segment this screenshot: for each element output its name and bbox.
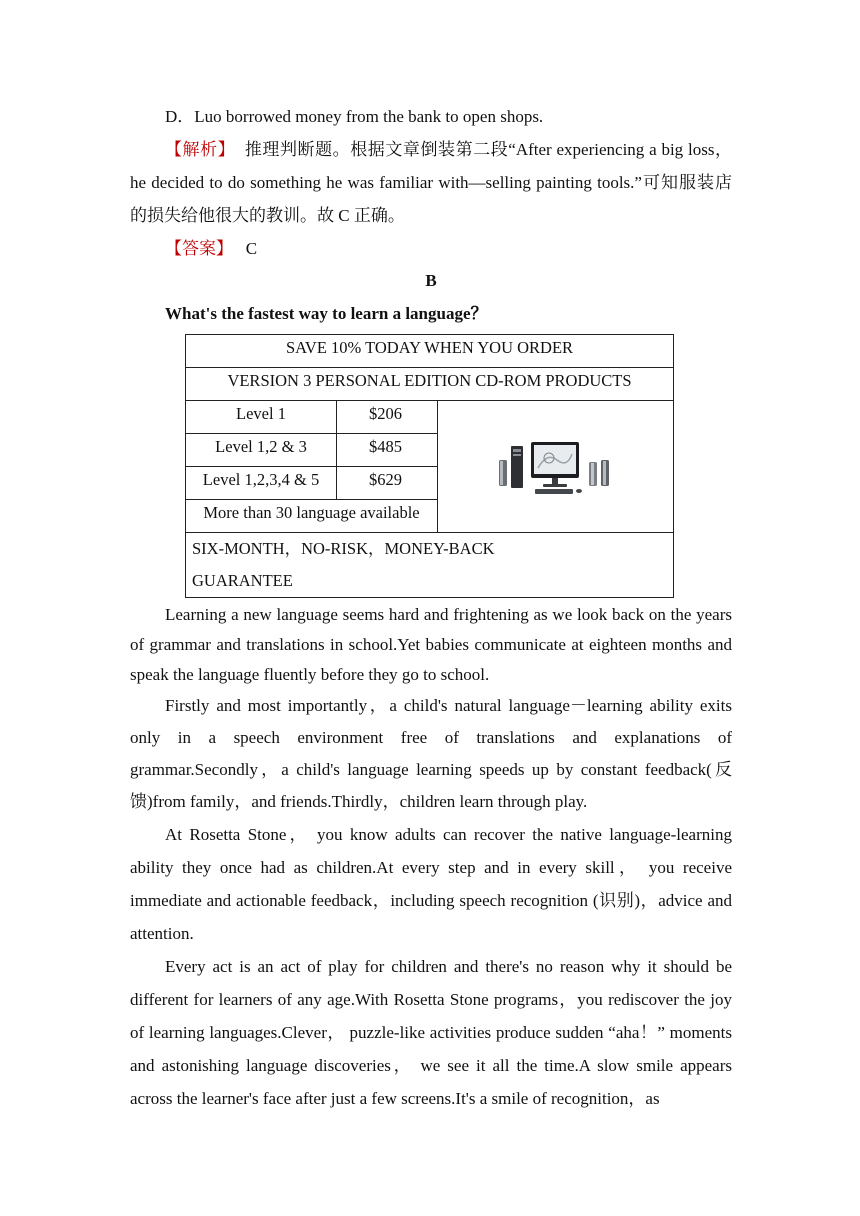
answer-tag: 【答案】 bbox=[165, 239, 233, 258]
analysis-text-1: 推理判断题。根据文章倒装第二段“After experiencing a big loss， bbox=[244, 140, 733, 159]
ad-header-1: SAVE 10% TODAY WHEN YOU ORDER bbox=[186, 335, 674, 368]
ad-languages: More than 30 language available bbox=[186, 500, 438, 533]
analysis-tag: 【解析】 bbox=[165, 140, 236, 159]
paragraph-4: Every act is an act of play for children and there's no reason why it should be different for learners of any age.With Rosetta Stone programs，you rediscover the joy of learning languages.Clever， puzzle-like activities produce sudden “aha！” moments and astonishing language discoveries， we see it all the time.A slow smile appears across the learner's face after just a few screens.It's a smile of recognition，as bbox=[130, 957, 732, 1108]
computer-icon bbox=[497, 440, 615, 496]
ad-price-3: $629 bbox=[337, 467, 438, 500]
analysis-paragraph bbox=[130, 133, 732, 232]
passage-title: What's the fastest way to learn a language？ bbox=[165, 304, 488, 323]
ad-header-2: VERSION 3 PERSONAL EDITION CD-ROM PRODUCTS bbox=[186, 368, 674, 401]
ad-guarantee-line-2: GUARANTEE bbox=[192, 571, 293, 590]
answer-value: C bbox=[245, 239, 258, 258]
section-label: B bbox=[425, 271, 437, 290]
ad-price-2: $485 bbox=[337, 434, 438, 467]
answer-paragraph bbox=[130, 232, 732, 265]
ad-image-cell bbox=[438, 401, 674, 533]
ad-table bbox=[185, 334, 674, 598]
analysis-text-2: he decided to do something he was familiar with—selling painting tools.”可知服装店的损失给他很大的教训。故 C 正确。 bbox=[130, 173, 732, 225]
ad-level-2: Level 1,2 & 3 bbox=[186, 434, 337, 467]
ad-level-3: Level 1,2,3,4 & 5 bbox=[186, 467, 337, 500]
ad-guarantee bbox=[186, 533, 674, 598]
ad-level-1: Level 1 bbox=[186, 401, 337, 434]
option-d: D．Luo borrowed money from the bank to open shops. bbox=[165, 107, 544, 126]
passage-title-line bbox=[130, 297, 732, 330]
ad-guarantee-line-1: SIX-MONTH，NO-RISK，MONEY-BACK bbox=[192, 539, 495, 558]
paragraph-2: Firstly and most importantly，a child's natural language－learning ability exits only in a speech environment free of translations and explanations of grammar.Secondly，a child's language learning speeds up by constant feedback(反馈)from family，and friends.Thirdly，children learn through play. bbox=[130, 696, 732, 811]
paragraph-1: Learning a new language seems hard and frightening as we look back on the years of grammar and translations in school.Yet babies communicate at eighteen months and speak the language fluently before they go to school. bbox=[130, 605, 732, 684]
paragraph-3: At Rosetta Stone， you know adults can recover the native language-learning ability they once had as children.At every step and in every skill， you receive immediate and actionable feedback，including speech recognition (识别)，advice and attention. bbox=[130, 825, 732, 943]
ad-price-1: $206 bbox=[337, 401, 438, 434]
document-page bbox=[130, 100, 732, 1115]
